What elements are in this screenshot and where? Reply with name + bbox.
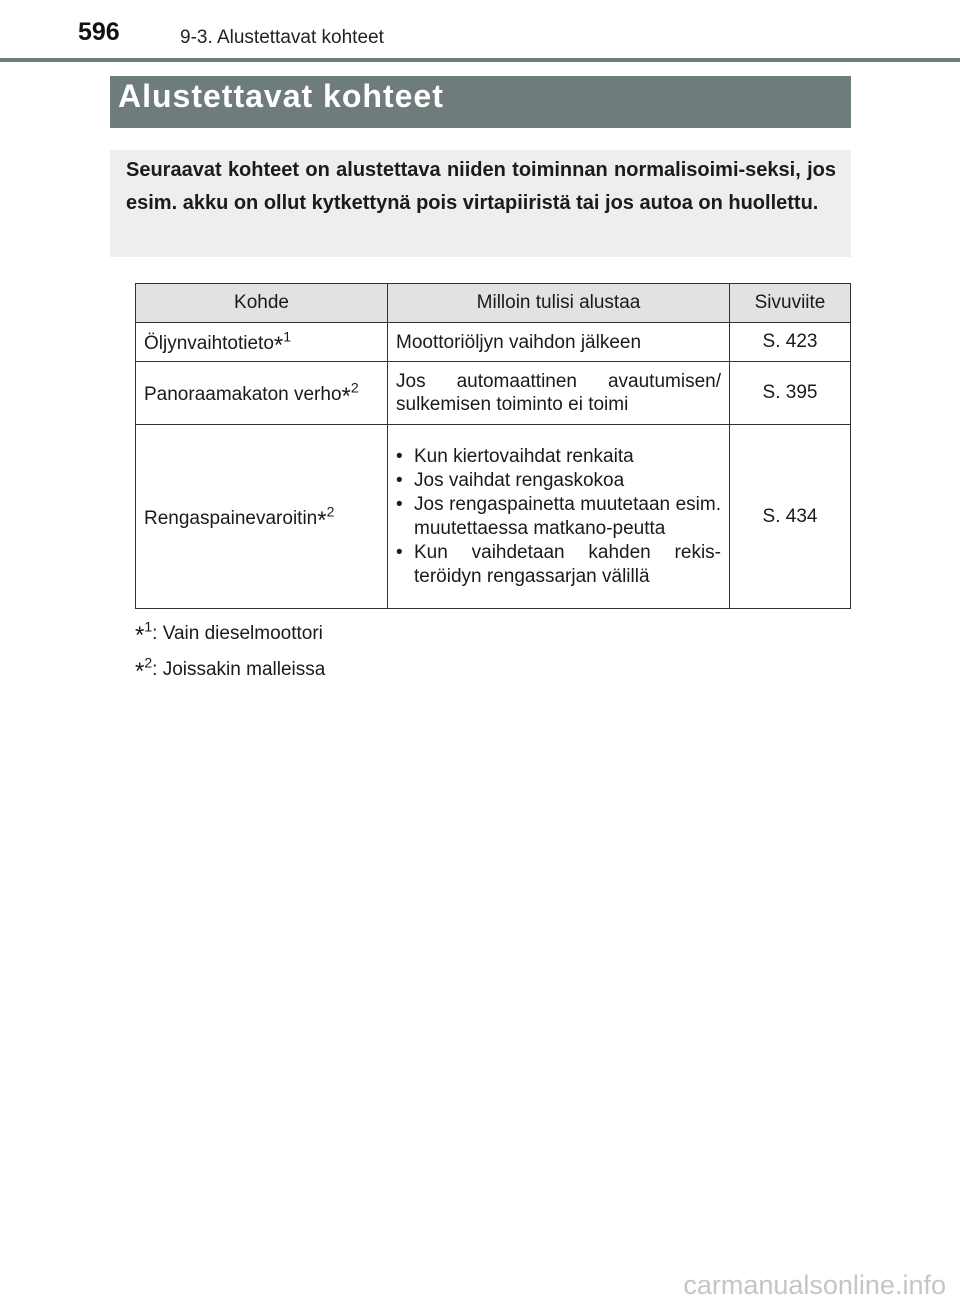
column-header-item: Kohde	[136, 284, 388, 323]
footnote-number: 2	[144, 654, 153, 671]
footnote-number: 1	[144, 618, 153, 635]
footnote-mark: *	[135, 658, 145, 685]
list-item: • Jos vaihdat rengaskokoa	[396, 469, 721, 493]
footnote-text: : Joissakin malleissa	[152, 659, 326, 680]
footnote-mark: *	[273, 332, 284, 359]
footnote-mark: *	[341, 382, 351, 410]
list-item: • Kun kiertovaihdat renkaita	[396, 445, 721, 469]
item-name: Rengaspainevaroitin	[144, 507, 318, 529]
footnote-text: : Vain dieselmoottori	[152, 623, 323, 644]
footnote-number: 2	[350, 379, 359, 396]
when-cell	[388, 425, 730, 609]
page-number: 596	[78, 18, 120, 46]
watermark: carmanualsonline.info	[683, 1270, 946, 1300]
page-ref-cell: S. 423	[730, 323, 851, 362]
footnote-number: 2	[326, 503, 335, 520]
when-bullet-list	[396, 445, 721, 589]
footnote-1	[135, 618, 323, 649]
page-ref-cell: S. 434	[730, 425, 851, 609]
footnote-mark: *	[317, 506, 327, 534]
column-header-when: Milloin tulisi alustaa	[388, 284, 730, 323]
intro-text: Seuraavat kohteet on alustettava niiden toiminnan normalisoimi-seksi, jos esim. akku on ollut kytkettynä pois virtapiiristä tai jos autoa on huollettu.	[126, 159, 836, 214]
footnote-2	[135, 654, 326, 685]
list-item: • Jos rengaspainetta muutetaan esim. muutettaessa matkano-peutta	[396, 493, 721, 541]
running-head: 9-3. Alustettavat kohteet	[180, 27, 384, 48]
list-item: • Kun vaihdetaan kahden rekis-teröidyn rengassarjan välillä	[396, 541, 721, 589]
item-cell	[136, 425, 388, 609]
when-cell: Moottoriöljyn vaihdon jälkeen	[388, 323, 730, 362]
when-cell: Jos automaattinen avautumisen/ sulkemisen toiminto ei toimi	[388, 362, 730, 425]
item-name: Panoraamakaton verho	[144, 383, 342, 405]
section-title: Alustettavat kohteet	[118, 78, 444, 114]
item-cell	[136, 323, 388, 362]
item-name: Öljynvaihtotieto	[144, 333, 274, 354]
table-header-row	[136, 284, 851, 323]
page-ref-cell: S. 395	[730, 362, 851, 425]
footnote-number: 1	[283, 328, 292, 345]
item-cell	[136, 362, 388, 425]
reset-items-table	[135, 283, 851, 609]
table-row	[136, 425, 851, 609]
table-row	[136, 323, 851, 362]
table-row	[136, 362, 851, 425]
header-rule	[0, 58, 960, 62]
footnote-mark: *	[135, 622, 145, 649]
column-header-page: Sivuviite	[730, 284, 851, 323]
